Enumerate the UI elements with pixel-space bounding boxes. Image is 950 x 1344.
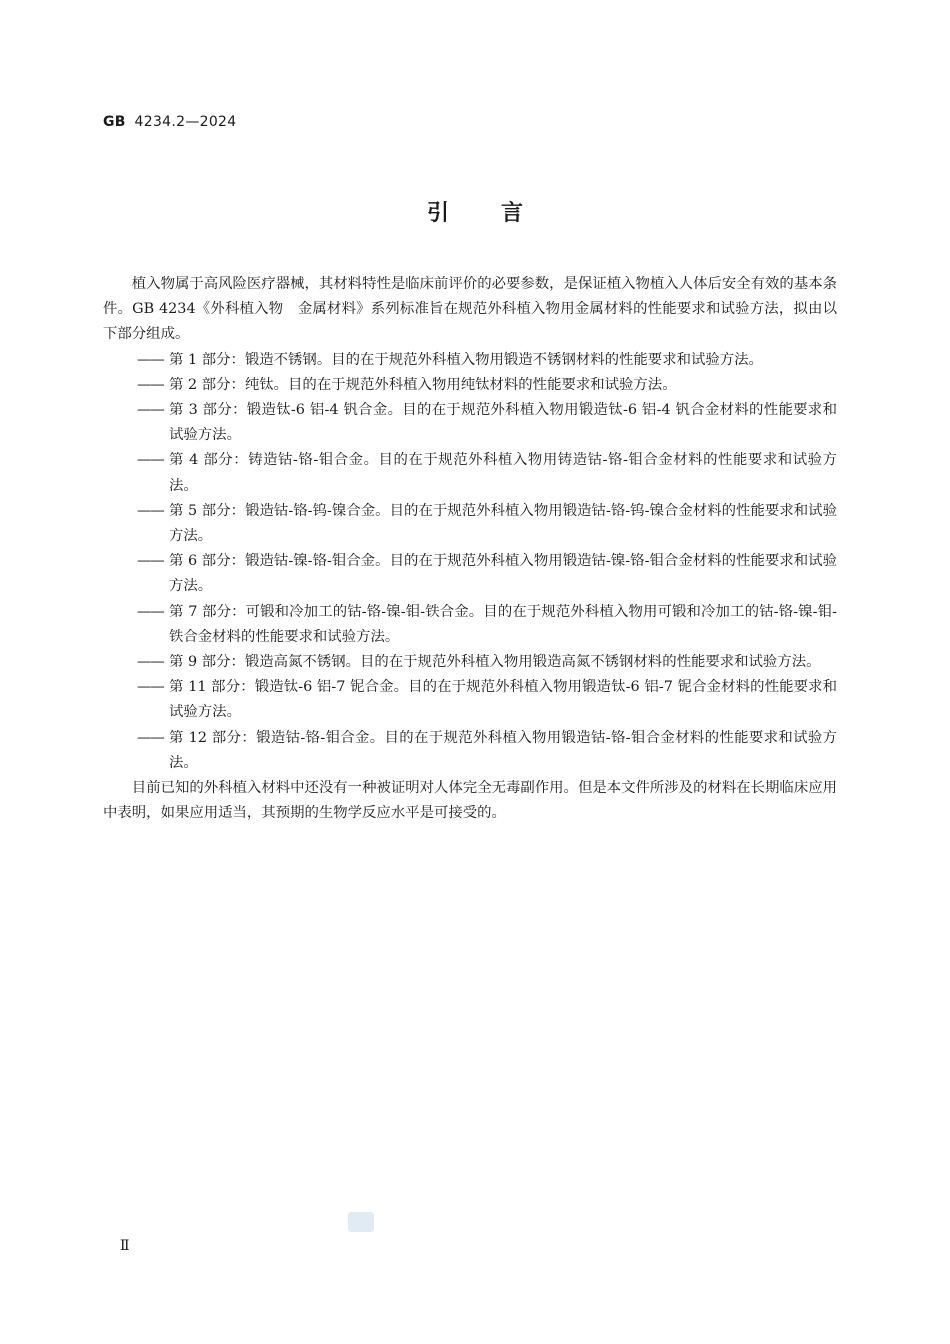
list-dash: —— bbox=[137, 376, 164, 393]
page-number: Ⅱ bbox=[120, 1238, 130, 1254]
section-title: 引言 bbox=[426, 201, 575, 226]
closing-paragraph: 目前已知的外科植入材料中还没有一种被证明对人体完全无毒副作用。但是本文件所涉及的材料在长期临床应用中表明，如果应用适当，其预期的生物学反应水平是可接受的。 bbox=[103, 780, 837, 822]
list-dash: —— bbox=[137, 729, 164, 746]
list-item-part-12 bbox=[103, 726, 837, 776]
list-item-part-9 bbox=[103, 650, 837, 675]
list-item-part-2 bbox=[103, 373, 837, 398]
list-item-part-1 bbox=[103, 348, 837, 373]
list-item-part-6 bbox=[103, 549, 837, 599]
document-body bbox=[103, 272, 837, 826]
standard-code bbox=[103, 114, 236, 130]
list-dash: —— bbox=[137, 402, 164, 419]
list-item-text: 第 7 部分：可锻和冷加工的钴-铬-镍-钼-铁合金。目的在于规范外科植入物用可锻和冷加工的钴-铬-镍-钼-铁合金材料的性能要求和试验方法。 bbox=[169, 603, 837, 645]
list-item-text: 第 1 部分：锻造不锈钢。目的在于规范外科植入物用锻造不锈钢材料的性能要求和试验方法。 bbox=[169, 351, 763, 368]
list-item-part-7 bbox=[103, 600, 837, 650]
list-dash: —— bbox=[137, 603, 164, 620]
standard-prefix: GB bbox=[103, 114, 126, 130]
list-item-part-5 bbox=[103, 499, 837, 549]
list-dash: —— bbox=[137, 553, 164, 570]
standard-number: 4234.2—2024 bbox=[134, 114, 237, 130]
list-item-text: 第 11 部分：锻造钛-6 铝-7 铌合金。目的在于规范外科植入物用锻造钛-6 铝-7 铌合金材料的性能要求和试验方法。 bbox=[169, 679, 837, 721]
list-item-text: 第 2 部分：纯钛。目的在于规范外科植入物用纯钛材料的性能要求和试验方法。 bbox=[169, 376, 677, 393]
list-item-text: 第 3 部分：锻造钛-6 铝-4 钒合金。目的在于规范外科植入物用锻造钛-6 铝-4 钒合金材料的性能要求和试验方法。 bbox=[169, 402, 837, 444]
list-dash: —— bbox=[137, 654, 164, 671]
list-dash: —— bbox=[137, 679, 164, 696]
list-item-part-11 bbox=[103, 675, 837, 725]
list-item-text: 第 5 部分：锻造钴-铬-钨-镍合金。目的在于规范外科植入物用锻造钴-铬-钨-镍合金材料的性能要求和试验方法。 bbox=[169, 502, 837, 545]
list-dash: —— bbox=[137, 351, 164, 368]
list-item-text: 第 4 部分：铸造钴-铬-钼合金。目的在于规范外科植入物用铸造钴-铬-钼合金材料的性能要求和试验方法。 bbox=[169, 452, 837, 494]
list-dash: —— bbox=[137, 502, 164, 519]
list-dash: —— bbox=[137, 452, 164, 469]
list-item-part-3 bbox=[103, 398, 837, 448]
list-item-text: 第 6 部分：锻造钴-镍-铬-钼合金。目的在于规范外科植入物用锻造钴-镍-铬-钼合金材料的性能要求和试验方法。 bbox=[169, 553, 837, 595]
list-item-text: 第 12 部分：锻造钴-铬-钼合金。目的在于规范外科植入物用锻造钴-铬-钼合金材料的性能要求和试验方法。 bbox=[169, 729, 837, 771]
sac-watermark-logo bbox=[348, 1212, 374, 1232]
intro-paragraph: 植入物属于高风险医疗器械，其材料特性是临床前评价的必要参数，是保证植入物植入人体后安全有效的基本条件。GB 4234《外科植入物 金属材料》系列标准旨在规范外科植入物用金属材料的性能要求和试验方法，拟由以下部分组成。 bbox=[103, 276, 837, 343]
list-item-part-4 bbox=[103, 448, 837, 498]
list-item-text: 第 9 部分：锻造高氮不锈钢。目的在于规范外科植入物用锻造高氮不锈钢材料的性能要求和试验方法。 bbox=[169, 654, 821, 671]
